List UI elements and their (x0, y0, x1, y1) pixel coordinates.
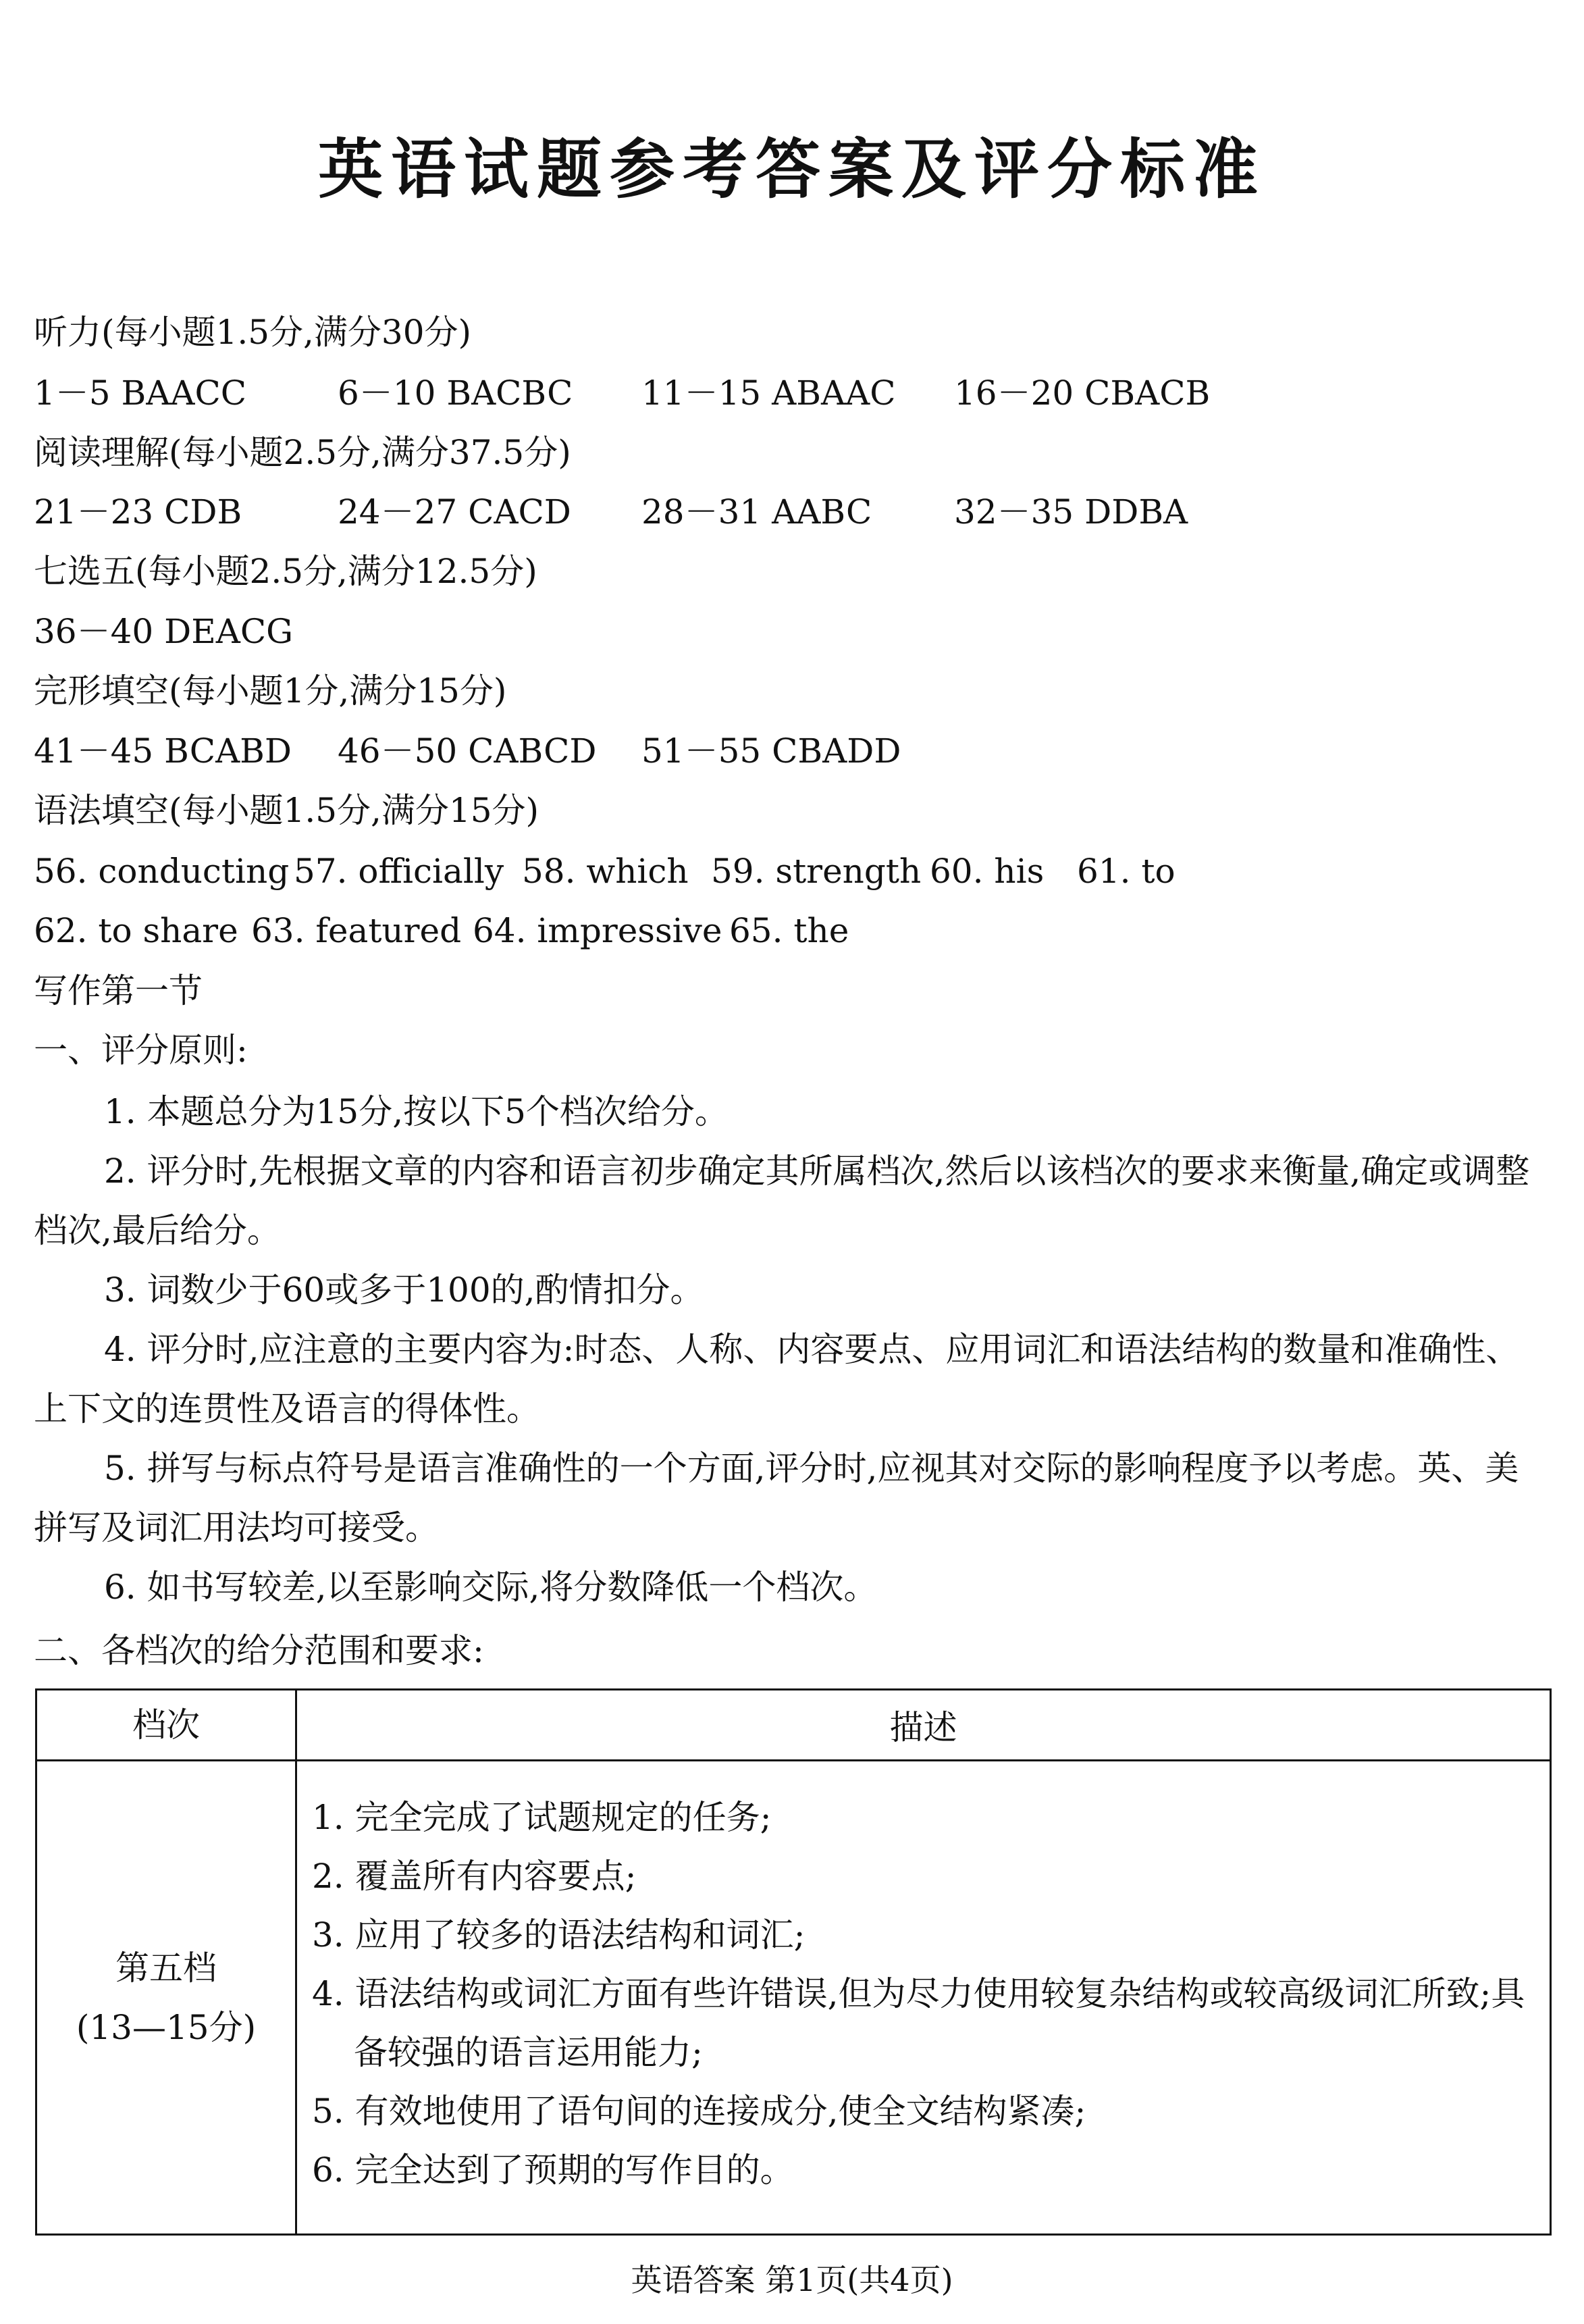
cloze-answer: 46－50 CABCD (338, 731, 597, 771)
table-header-row (36, 1690, 1551, 1761)
levels-heading: 二、各档次的给分范围和要求: (34, 1631, 484, 1670)
reading-answer: 32－35 DDBA (954, 492, 1188, 532)
grammar-answer: 63. featured (251, 911, 462, 950)
seven-five-heading: 七选五(每小题2.5分,满分12.5分) (34, 552, 537, 591)
grammar-answer: 60. his (930, 852, 1045, 891)
reading-answer: 28－31 AABC (641, 492, 872, 532)
table-header-level: 档次 (36, 1690, 296, 1761)
writing-heading: 写作第一节 (34, 971, 203, 1010)
principle-item: 5. 拼写与标点符号是语言准确性的一个方面,评分时,应视其对交际的影响程度予以考虑。英、美拼写及词汇用法均可接受。 (34, 1449, 1519, 1547)
grammar-answer: 56. conducting (34, 852, 290, 891)
listening-answer: 16－20 CBACB (954, 373, 1211, 413)
grammar-answer: 61. to (1077, 852, 1176, 891)
table-row (36, 1761, 1551, 2235)
seven-five-answer: 36－40 DEACG (34, 612, 294, 651)
cloze-answer: 41－45 BCABD (34, 731, 292, 771)
principle-item: 1. 本题总分为15分,按以下5个档次给分。 (104, 1092, 729, 1131)
listening-heading: 听力(每小题1.5分,满分30分) (34, 313, 472, 352)
requirement-item: 1. 完全完成了试题规定的任务; (312, 1798, 772, 1837)
principle-item: 3. 词数少于60或多于100的,酌情扣分。 (104, 1270, 704, 1310)
requirements-cell (296, 1761, 1551, 2235)
principle-item: 2. 评分时,先根据文章的内容和语言初步确定其所属档次,然后以该档次的要求来衡量,确定或调整档次,最后给分。 (34, 1152, 1530, 1250)
cloze-heading: 完形填空(每小题1分,满分15分) (34, 671, 507, 711)
grammar-answer: 59. strength (711, 852, 922, 891)
grammar-answer: 65. the (729, 911, 849, 950)
grammar-answer: 62. to share (34, 911, 238, 950)
requirement-item: 5. 有效地使用了语句间的连接成分,使全文结构紧凑; (312, 2092, 1086, 2131)
page-footer: 英语答案 第1页(共4页) (631, 2262, 953, 2298)
cloze-answer: 51－55 CBADD (641, 731, 901, 771)
requirement-item: 4. 语法结构或词汇方面有些许错误,但为尽力使用较复杂结构或较高级词汇所致;具备较强的语言运用能力; (312, 1974, 1525, 2072)
level-cell (36, 1761, 296, 2235)
requirement-item: 2. 覆盖所有内容要点; (312, 1857, 637, 1896)
grammar-answer: 57. officially (294, 852, 504, 891)
principles-heading: 一、评分原则: (34, 1031, 248, 1070)
grading-table (35, 1688, 1552, 2236)
reading-heading: 阅读理解(每小题2.5分,满分37.5分) (34, 433, 571, 472)
reading-answer: 24－27 CACD (338, 492, 571, 532)
listening-answer: 6－10 BACBC (338, 373, 573, 413)
grammar-heading: 语法填空(每小题1.5分,满分15分) (34, 791, 539, 830)
grammar-answer: 64. impressive (473, 911, 722, 950)
level-name: 第五档 (115, 1948, 217, 1988)
requirement-item: 3. 应用了较多的语法结构和词汇; (312, 1915, 806, 1955)
principle-item: 6. 如书写较差,以至影响交际,将分数降低一个档次。 (104, 1568, 878, 1607)
grammar-answer: 58. which (522, 852, 689, 891)
principle-item: 4. 评分时,应注意的主要内容为:时态、人称、内容要点、应用词汇和语法结构的数量和准确性、上下文的连贯性及语言的得体性。 (34, 1330, 1520, 1428)
listening-answer: 1－5 BAACC (34, 373, 246, 413)
level-range: (13—15分) (76, 2007, 257, 2047)
listening-answer: 11－15 ABAAC (641, 373, 896, 413)
reading-answer: 21－23 CDB (34, 492, 242, 532)
requirement-item: 6. 完全达到了预期的写作目的。 (312, 2150, 794, 2190)
table-header-description: 描述 (296, 1690, 1551, 1761)
page-title: 英语试题参考答案及评分标准 (318, 132, 1266, 207)
